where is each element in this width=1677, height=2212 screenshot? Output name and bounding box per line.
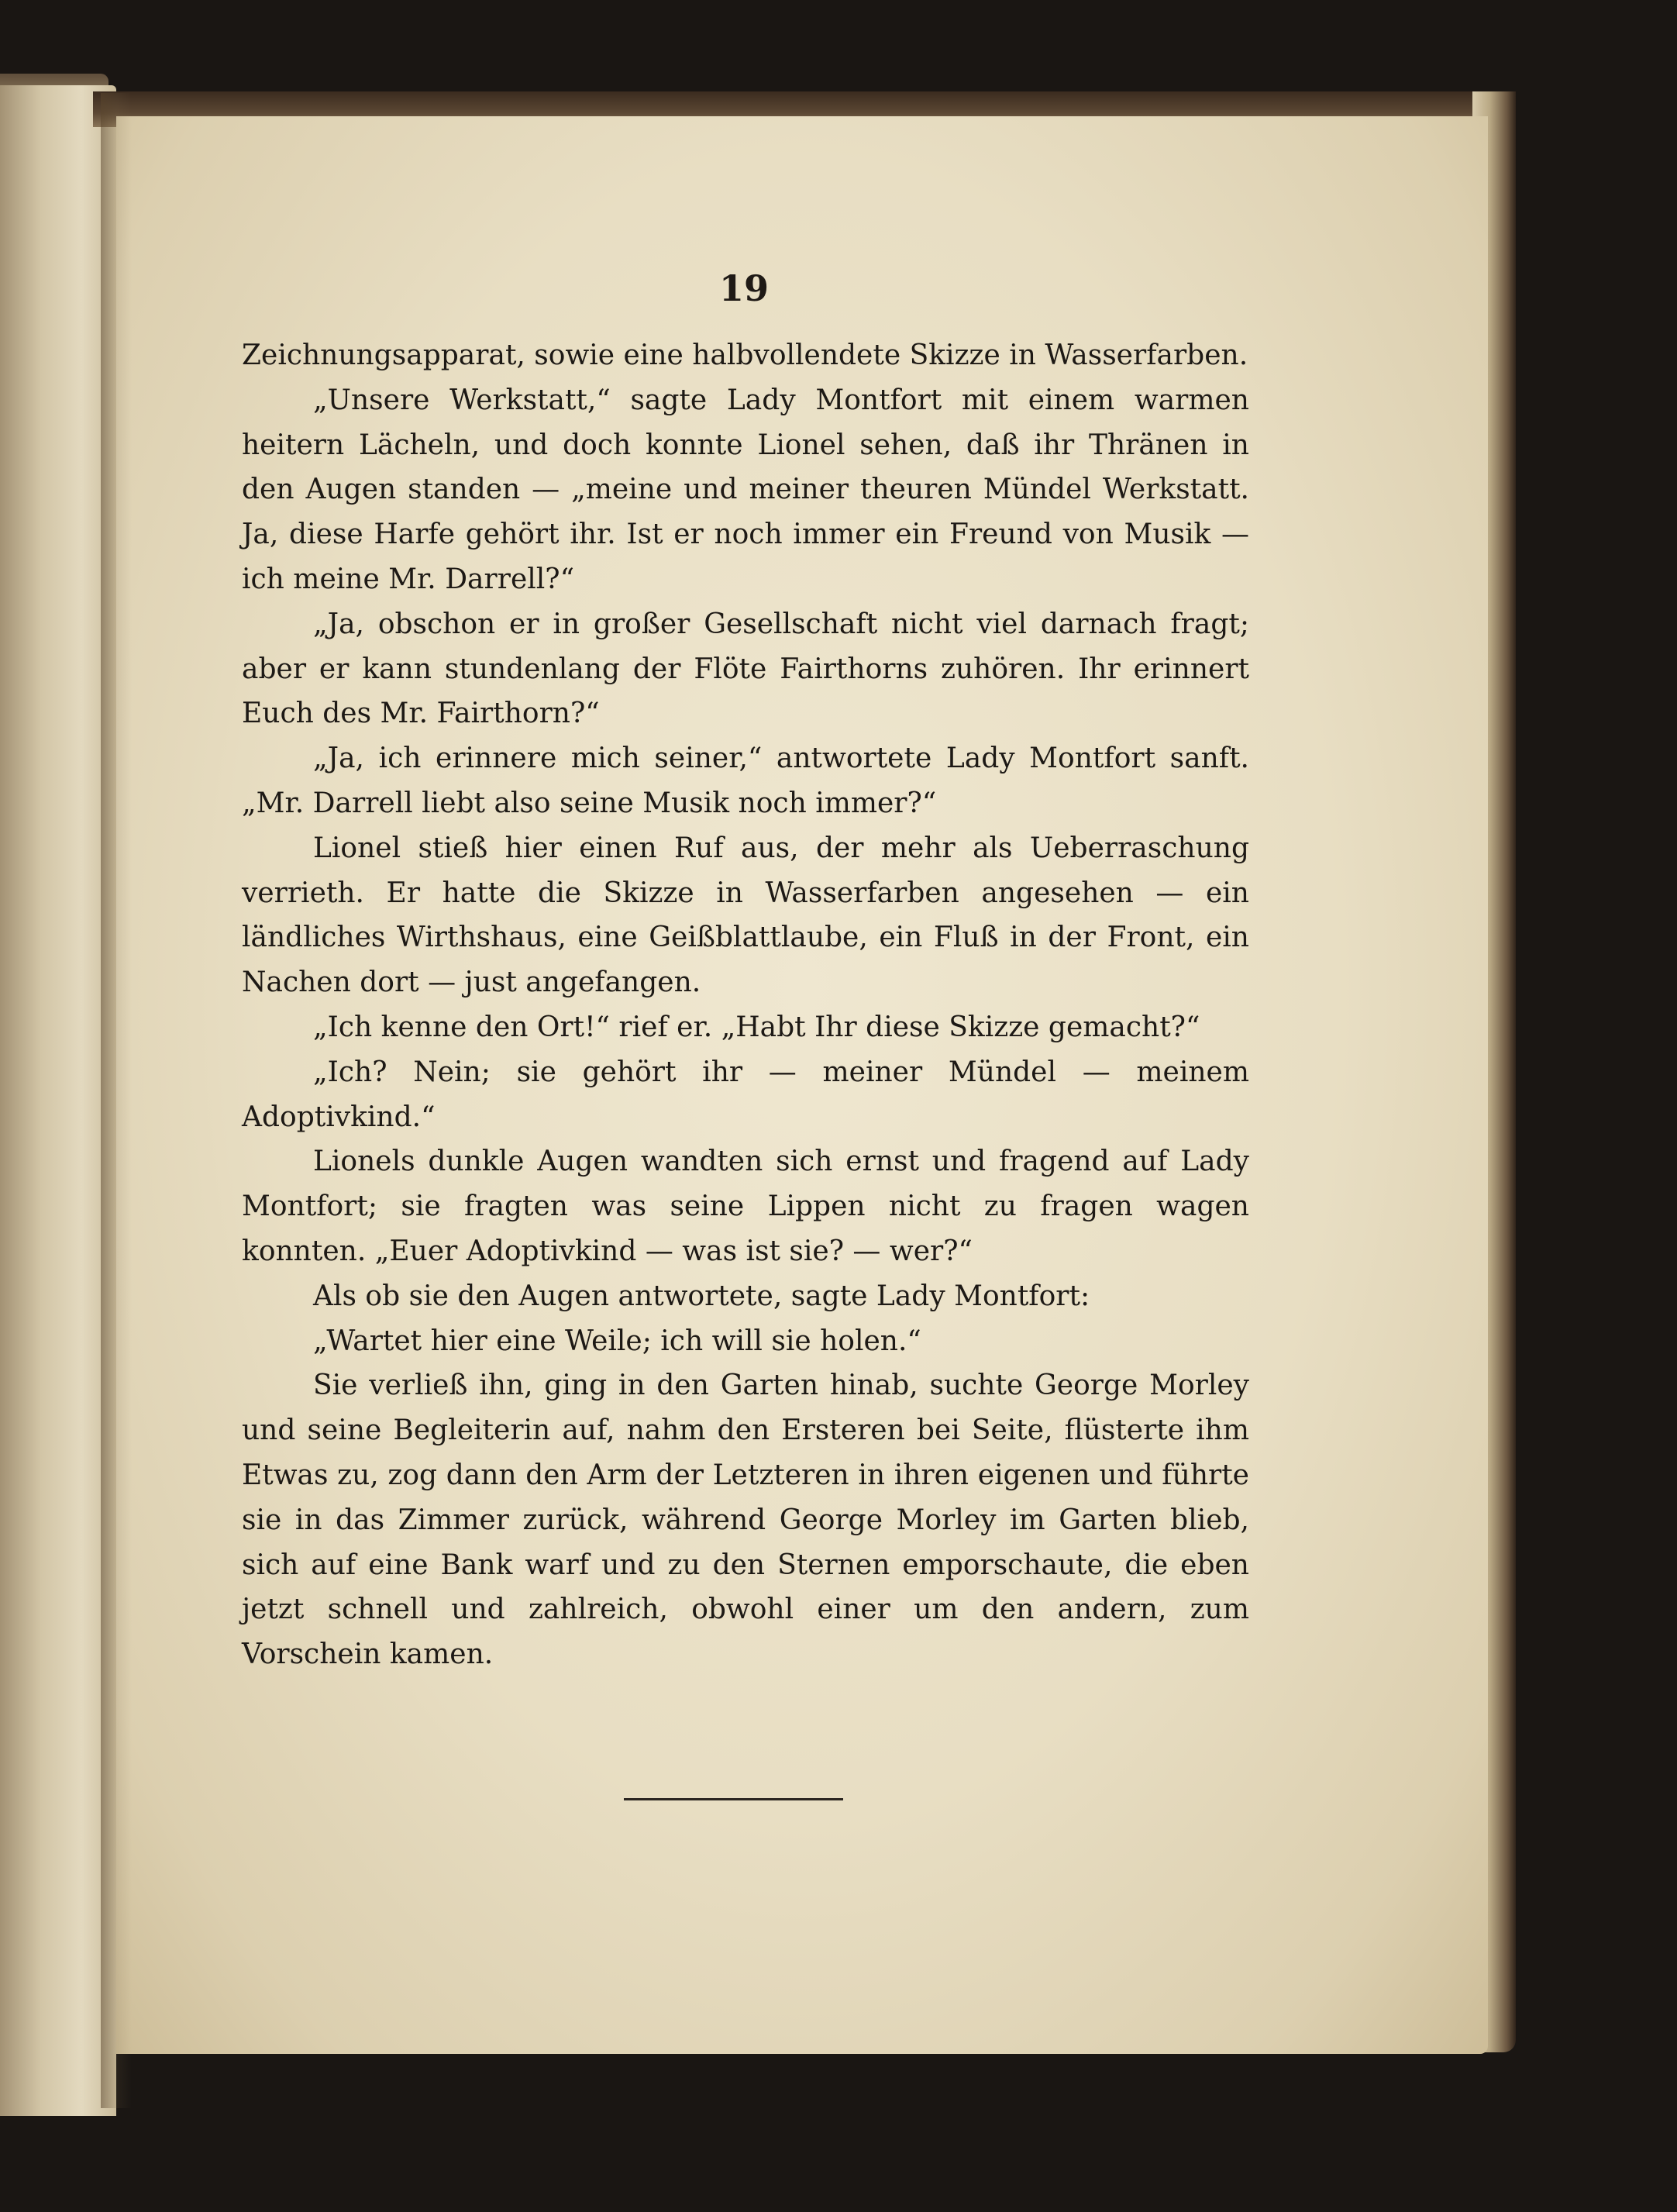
paragraph: „Ja, obschon er in großer Gesellschaft nicht viel darnach fragt; aber er kann stundenlang der Flöte Fairthorns zuhören. Ihr erinnert Euch des Mr. Fairthorn?“ xyxy=(242,608,1249,730)
paragraph: Lionels dunkle Augen wandten sich ernst und fragend auf Lady Montfort; sie fragten was seine Lippen nicht zu fragen wagen konnten. „Euer Adoptivkind — was ist sie? — wer?“ xyxy=(242,1146,1249,1267)
paragraph: „Ich? Nein; sie gehört ihr — meiner Mündel — meinem Adoptivkind.“ xyxy=(242,1056,1249,1133)
body-text xyxy=(242,333,1249,1677)
paragraph: „Unsere Werkstatt,“ sagte Lady Montfort mit einem warmen heitern Lächeln, und doch konnte Lionel sehen, daß ihr Thränen in den Augen standen — „meine und meiner theuren Mündel Werkstatt. Ja, diese Harfe gehört ihr. Ist er noch immer ein Freund von Musik — ich meine Mr. Darrell?“ xyxy=(242,384,1249,595)
paragraph: „Wartet hier eine Weile; ich will sie holen.“ xyxy=(313,1325,921,1357)
facing-page xyxy=(0,85,116,2116)
paragraph: „Ja, ich erinnere mich seiner,“ antwortete Lady Montfort sanft. „Mr. Darrell liebt also seine Musik noch immer?“ xyxy=(242,743,1249,819)
section-end-rule xyxy=(624,1798,843,1800)
paragraph: Als ob sie den Augen antwortete, sagte Lady Montfort: xyxy=(313,1280,1090,1312)
page-number: 19 xyxy=(718,267,769,309)
page-gutter xyxy=(101,93,132,2108)
paragraph: Sie verließ ihn, ging in den Garten hinab, suchte George Morley und seine Begleiterin auf, nahm den Ersteren bei Seite, flüsterte ihm Etwas zu, zog dann den Arm der Letzteren in ihren eigenen und führte sie in das Zimmer zurück, während George Morley im Garten blieb, sich auf eine Bank warf und zu den Sternen emporschaute, die eben jetzt schnell und zahlreich, obwohl einer um den andern, zum Vorschein kamen. xyxy=(242,1370,1249,1671)
paragraph: Lionel stieß hier einen Ruf aus, der mehr als Ueberraschung verrieth. Er hatte die Skizze in Wasserfarben angesehen — ein ländliches Wirthshaus, eine Geißblattlaube, ein Fluß in der Front, ein Nachen dort — just angefangen. xyxy=(242,832,1249,999)
paragraph: „Ich kenne den Ort!“ rief er. „Habt Ihr diese Skizze gemacht?“ xyxy=(313,1011,1200,1043)
paragraph: Zeichnungsapparat, sowie eine halbvollendete Skizze in Wasserfarben. xyxy=(242,339,1248,371)
